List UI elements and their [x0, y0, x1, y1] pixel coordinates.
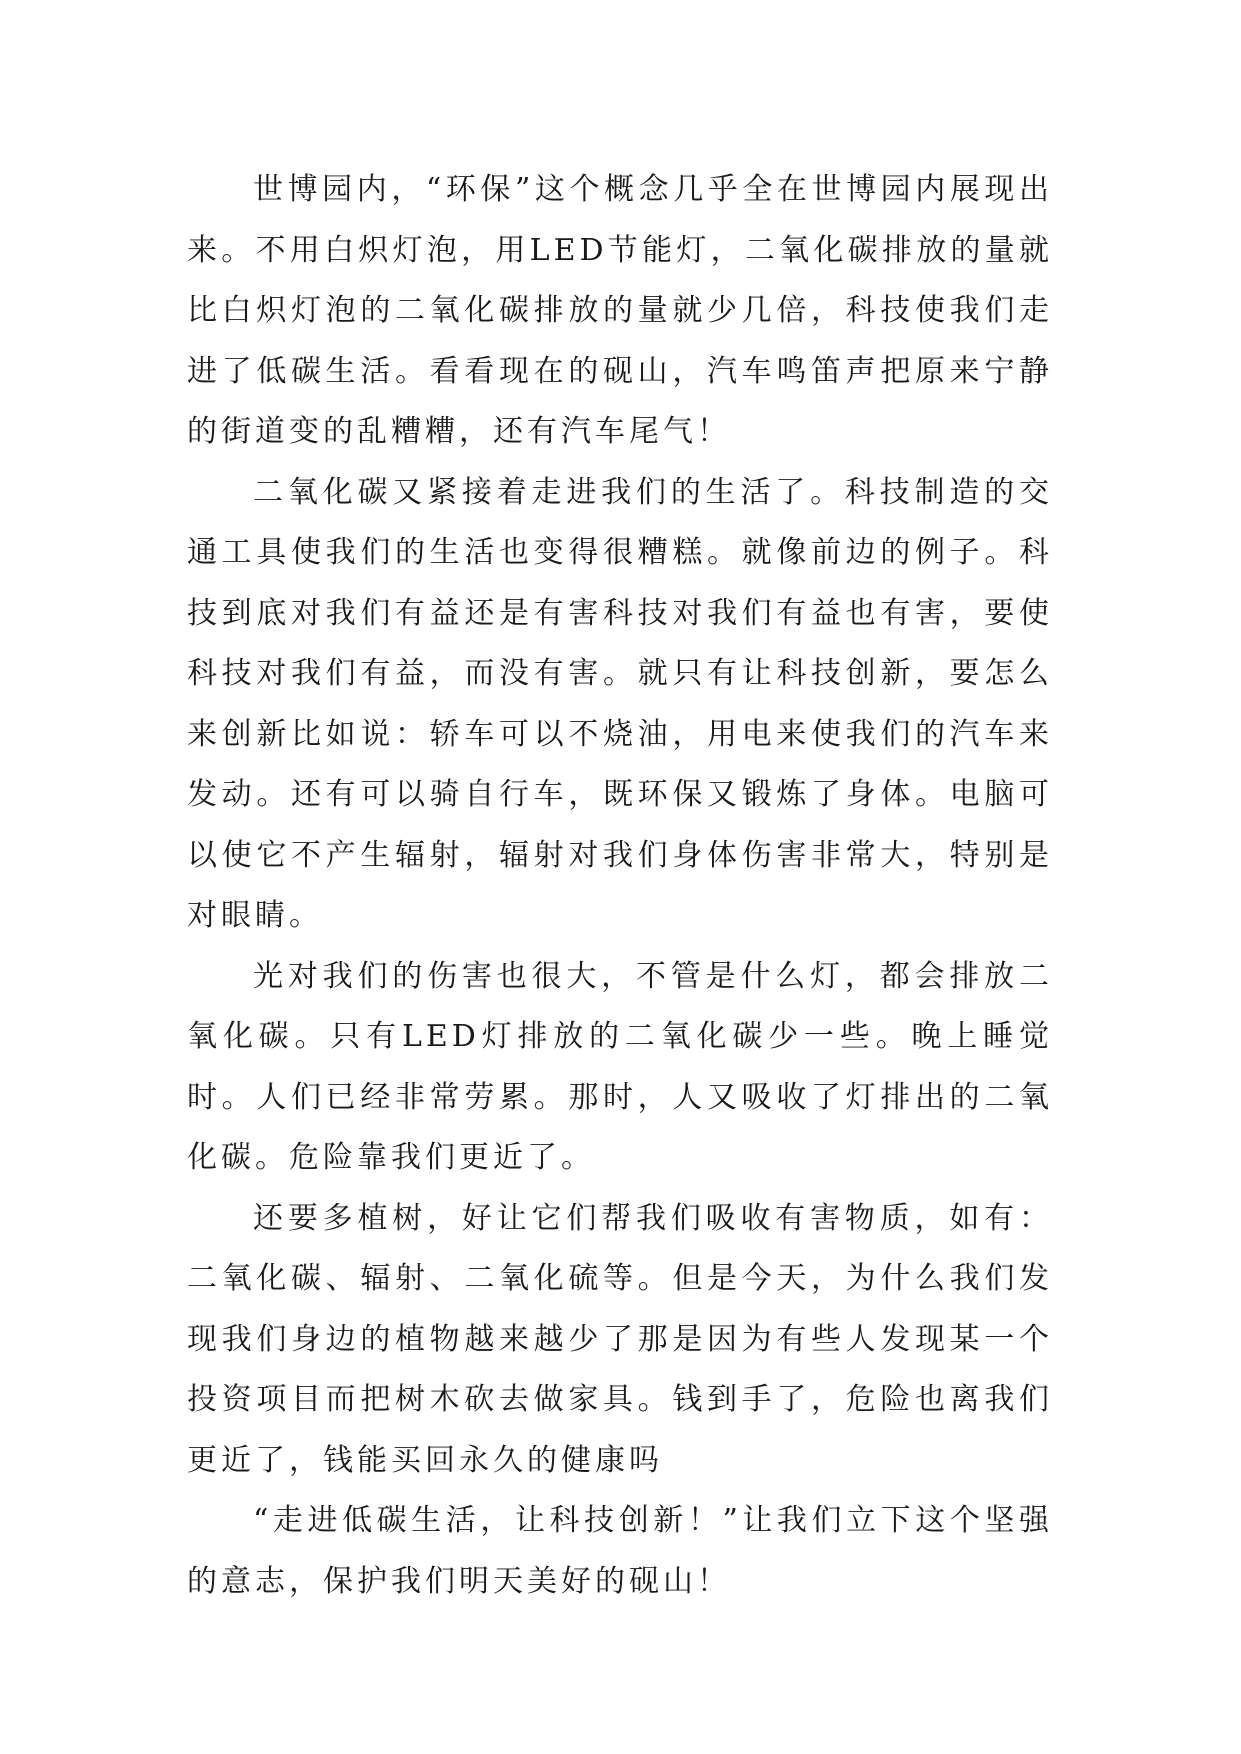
paragraph-2: 二氧化碳又紧接着走进我们的生活了。科技制造的交通工具使我们的生活也变得很糟糕。就像前边的例子。科技到底对我们有益还是有害科技对我们有益也有害，要使科技对我们有益，而没有害。就只有让科技创新，要怎么来创新比如说：轿车可以不烧油，用电来使我们的汽车来发动。还有可以骑自行车，既环保又锻炼了身体。电脑可以使它不产生辐射，辐射对我们身体伤害非常大，特别是对眼睛。 — [187, 474, 1053, 933]
paragraph-5: “走进低碳生活，让科技创新！”让我们立下这个坚强的意志，保护我们明天美好的砚山！ — [187, 1503, 1053, 1599]
paragraph-4: 还要多植树，好让它们帮我们吸收有害物质，如有：二氧化碳、辐射、二氧化硫等。但是今天，为什么我们发现我们身边的植物越来越少了那是因为有些人发现某一个投资项目而把树木砍去做家具。钱到手了，危险也离我们更近了，钱能买回永久的健康吗 — [187, 1200, 1053, 1478]
paragraph-3: 光对我们的伤害也很大，不管是什么灯，都会排放二氧化碳。只有LED灯排放的二氧化碳少一些。晚上睡觉时。人们已经非常劳累。那时，人又吸收了灯排出的二氧化碳。危险靠我们更近了。 — [187, 958, 1053, 1175]
document-page — [187, 160, 1053, 1612]
paragraph-1: 世博园内，“环保”这个概念几乎全在世博园内展现出来。不用白炽灯泡，用LED节能灯，二氧化碳排放的量就比白炽灯泡的二氧化碳排放的量就少几倍，科技使我们走进了低碳生活。看看现在的砚山，汽车鸣笛声把原来宁静的街道变的乱糟糟，还有汽车尾气！ — [187, 172, 1053, 449]
